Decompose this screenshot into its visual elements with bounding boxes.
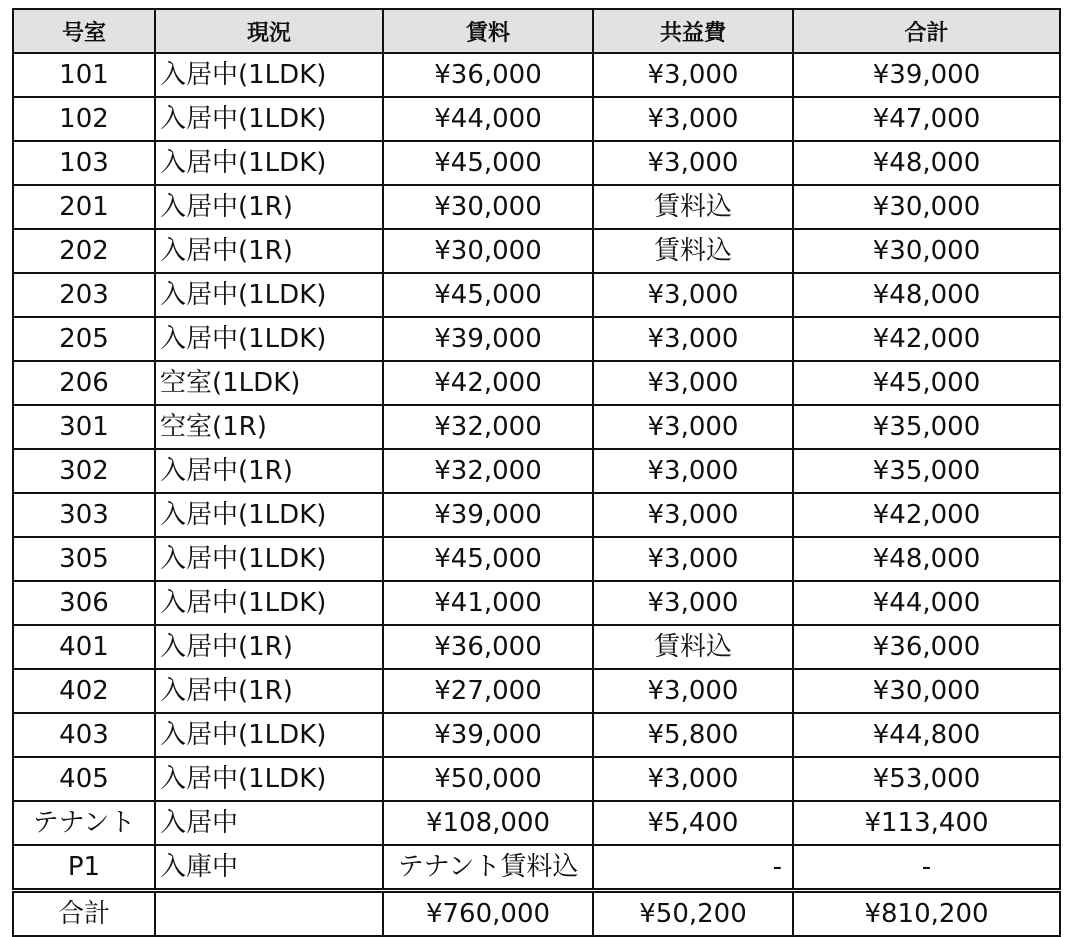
cell-common-fee: ¥3,000 bbox=[593, 317, 793, 361]
cell-room: 306 bbox=[13, 581, 155, 625]
cell-rent: ¥30,000 bbox=[383, 229, 593, 273]
cell-total: ¥45,000 bbox=[793, 361, 1060, 405]
cell-rent: ¥45,000 bbox=[383, 273, 593, 317]
cell-total: - bbox=[793, 845, 1060, 891]
cell-total: ¥42,000 bbox=[793, 317, 1060, 361]
cell-common-fee: ¥3,000 bbox=[593, 493, 793, 537]
cell-rent: ¥36,000 bbox=[383, 625, 593, 669]
cell-rent: ¥39,000 bbox=[383, 317, 593, 361]
table-row bbox=[13, 97, 1060, 141]
table-row bbox=[13, 185, 1060, 229]
table-row bbox=[13, 713, 1060, 757]
cell-common-fee: ¥3,000 bbox=[593, 97, 793, 141]
summary-label: 合計 bbox=[13, 891, 155, 937]
cell-room: 206 bbox=[13, 361, 155, 405]
cell-room: 203 bbox=[13, 273, 155, 317]
cell-rent: ¥32,000 bbox=[383, 449, 593, 493]
cell-room: 201 bbox=[13, 185, 155, 229]
cell-total: ¥44,000 bbox=[793, 581, 1060, 625]
cell-common-fee: ¥3,000 bbox=[593, 669, 793, 713]
cell-room: 301 bbox=[13, 405, 155, 449]
table-row bbox=[13, 229, 1060, 273]
cell-status: 空室(1R) bbox=[155, 405, 383, 449]
cell-room: 305 bbox=[13, 537, 155, 581]
table-row bbox=[13, 581, 1060, 625]
cell-status: 入居中(1LDK) bbox=[155, 273, 383, 317]
table-row bbox=[13, 141, 1060, 185]
cell-rent: ¥41,000 bbox=[383, 581, 593, 625]
table-row bbox=[13, 845, 1060, 891]
header-total: 合計 bbox=[793, 9, 1060, 53]
cell-rent: ¥45,000 bbox=[383, 141, 593, 185]
cell-total: ¥53,000 bbox=[793, 757, 1060, 801]
summary-total: ¥810,200 bbox=[793, 891, 1060, 937]
cell-room: 101 bbox=[13, 53, 155, 97]
cell-common-fee: ¥3,000 bbox=[593, 581, 793, 625]
table-row bbox=[13, 361, 1060, 405]
table-row bbox=[13, 757, 1060, 801]
header-row bbox=[13, 9, 1060, 53]
summary-row bbox=[13, 891, 1060, 937]
header-room: 号室 bbox=[13, 9, 155, 53]
cell-total: ¥48,000 bbox=[793, 537, 1060, 581]
cell-rent: ¥32,000 bbox=[383, 405, 593, 449]
cell-total: ¥48,000 bbox=[793, 273, 1060, 317]
header-rent: 賃料 bbox=[383, 9, 593, 53]
cell-status: 入居中(1R) bbox=[155, 669, 383, 713]
rent-roll-table bbox=[12, 8, 1061, 937]
cell-common-fee: ¥3,000 bbox=[593, 273, 793, 317]
cell-common-fee: ¥3,000 bbox=[593, 757, 793, 801]
cell-total: ¥44,800 bbox=[793, 713, 1060, 757]
cell-common-fee: ¥5,800 bbox=[593, 713, 793, 757]
table-row bbox=[13, 493, 1060, 537]
cell-status: 入居中 bbox=[155, 801, 383, 845]
cell-status: 入居中(1R) bbox=[155, 625, 383, 669]
cell-status: 入居中(1LDK) bbox=[155, 581, 383, 625]
summary-rent: ¥760,000 bbox=[383, 891, 593, 937]
cell-total: ¥113,400 bbox=[793, 801, 1060, 845]
cell-rent: ¥50,000 bbox=[383, 757, 593, 801]
cell-total: ¥42,000 bbox=[793, 493, 1060, 537]
cell-total: ¥39,000 bbox=[793, 53, 1060, 97]
cell-rent: ¥44,000 bbox=[383, 97, 593, 141]
cell-status: 入居中(1LDK) bbox=[155, 53, 383, 97]
table-row bbox=[13, 537, 1060, 581]
cell-total: ¥35,000 bbox=[793, 449, 1060, 493]
cell-status: 入庫中 bbox=[155, 845, 383, 891]
cell-rent: ¥39,000 bbox=[383, 493, 593, 537]
table-row bbox=[13, 625, 1060, 669]
cell-room: 103 bbox=[13, 141, 155, 185]
cell-room: P1 bbox=[13, 845, 155, 891]
cell-rent: テナント賃料込 bbox=[383, 845, 593, 891]
cell-status: 入居中(1LDK) bbox=[155, 757, 383, 801]
table-row bbox=[13, 317, 1060, 361]
cell-room: 102 bbox=[13, 97, 155, 141]
cell-common-fee: 賃料込 bbox=[593, 229, 793, 273]
cell-status: 空室(1LDK) bbox=[155, 361, 383, 405]
cell-status: 入居中(1R) bbox=[155, 185, 383, 229]
cell-room: 403 bbox=[13, 713, 155, 757]
cell-common-fee: - bbox=[593, 845, 793, 891]
cell-room: 205 bbox=[13, 317, 155, 361]
header-common-fee: 共益費 bbox=[593, 9, 793, 53]
table-row bbox=[13, 273, 1060, 317]
cell-common-fee: ¥3,000 bbox=[593, 361, 793, 405]
table-row bbox=[13, 669, 1060, 713]
summary-common-fee: ¥50,200 bbox=[593, 891, 793, 937]
cell-common-fee: ¥3,000 bbox=[593, 53, 793, 97]
cell-rent: ¥42,000 bbox=[383, 361, 593, 405]
cell-rent: ¥45,000 bbox=[383, 537, 593, 581]
cell-common-fee: 賃料込 bbox=[593, 185, 793, 229]
cell-status: 入居中(1R) bbox=[155, 229, 383, 273]
cell-rent: ¥108,000 bbox=[383, 801, 593, 845]
cell-status: 入居中(1LDK) bbox=[155, 317, 383, 361]
cell-room: 402 bbox=[13, 669, 155, 713]
table-body bbox=[13, 53, 1060, 936]
cell-common-fee: ¥3,000 bbox=[593, 405, 793, 449]
cell-room: 302 bbox=[13, 449, 155, 493]
cell-status: 入居中(1R) bbox=[155, 449, 383, 493]
cell-room: 401 bbox=[13, 625, 155, 669]
cell-room: 202 bbox=[13, 229, 155, 273]
cell-status: 入居中(1LDK) bbox=[155, 493, 383, 537]
cell-status: 入居中(1LDK) bbox=[155, 141, 383, 185]
cell-room: テナント bbox=[13, 801, 155, 845]
cell-total: ¥30,000 bbox=[793, 669, 1060, 713]
header-status: 現況 bbox=[155, 9, 383, 53]
cell-total: ¥48,000 bbox=[793, 141, 1060, 185]
summary-status bbox=[155, 891, 383, 937]
cell-status: 入居中(1LDK) bbox=[155, 97, 383, 141]
cell-total: ¥30,000 bbox=[793, 185, 1060, 229]
cell-room: 405 bbox=[13, 757, 155, 801]
cell-total: ¥47,000 bbox=[793, 97, 1060, 141]
cell-room: 303 bbox=[13, 493, 155, 537]
table-row bbox=[13, 405, 1060, 449]
cell-status: 入居中(1LDK) bbox=[155, 537, 383, 581]
cell-common-fee: ¥3,000 bbox=[593, 141, 793, 185]
table-row bbox=[13, 801, 1060, 845]
cell-common-fee: ¥3,000 bbox=[593, 537, 793, 581]
cell-rent: ¥27,000 bbox=[383, 669, 593, 713]
cell-common-fee: 賃料込 bbox=[593, 625, 793, 669]
cell-total: ¥35,000 bbox=[793, 405, 1060, 449]
cell-rent: ¥36,000 bbox=[383, 53, 593, 97]
cell-status: 入居中(1LDK) bbox=[155, 713, 383, 757]
cell-total: ¥36,000 bbox=[793, 625, 1060, 669]
cell-common-fee: ¥3,000 bbox=[593, 449, 793, 493]
cell-total: ¥30,000 bbox=[793, 229, 1060, 273]
cell-rent: ¥30,000 bbox=[383, 185, 593, 229]
table-row bbox=[13, 53, 1060, 97]
cell-rent: ¥39,000 bbox=[383, 713, 593, 757]
table-row bbox=[13, 449, 1060, 493]
cell-common-fee: ¥5,400 bbox=[593, 801, 793, 845]
